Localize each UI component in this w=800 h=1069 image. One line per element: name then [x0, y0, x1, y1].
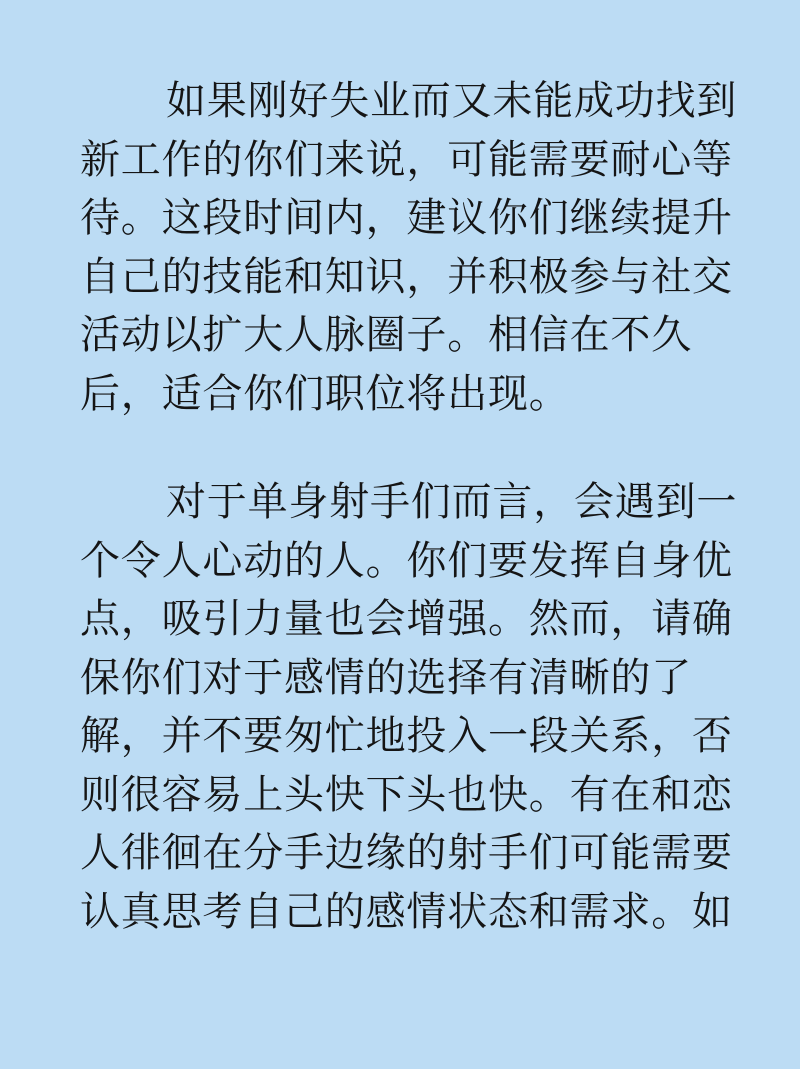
paragraph-line: 解，并不要匆忙地投入一段关系，否 — [80, 713, 733, 759]
paragraph-line: 则很容易上头快下头也快。有在和恋 — [80, 771, 733, 818]
paragraph-line: 后，适合你们职位将出现。 — [80, 370, 570, 417]
paragraph-line: 新工作的你们来说，可能需要耐心等 — [80, 136, 733, 183]
paragraph-line: 人徘徊在分手边缘的射手们可能需要 — [80, 830, 733, 876]
paragraph-line: 自己的技能和知识，并积极参与社交 — [80, 253, 733, 300]
paragraph-line: 点，吸引力量也会增强。然而，请确 — [80, 596, 733, 642]
paragraph-line: 待。这段时间内，建议你们继续提升 — [80, 195, 733, 241]
paragraph-line: 对于单身射手们而言，会遇到一 — [166, 479, 738, 525]
paragraph-line: 如果刚好失业而又未能成功找到 — [166, 78, 738, 124]
paragraph-line: 活动以扩大人脉圈子。相信在不久 — [80, 312, 692, 358]
paragraph-relationship-advice — [80, 473, 738, 941]
paragraph-line: 保你们对于感情的选择有清晰的了 — [80, 654, 692, 701]
paragraph-line: 个令人心动的人。你们要发挥自身优 — [80, 537, 733, 584]
paragraph-job-advice — [80, 72, 738, 423]
paragraph-line: 认真思考自己的感情状态和需求。如 — [80, 888, 733, 935]
